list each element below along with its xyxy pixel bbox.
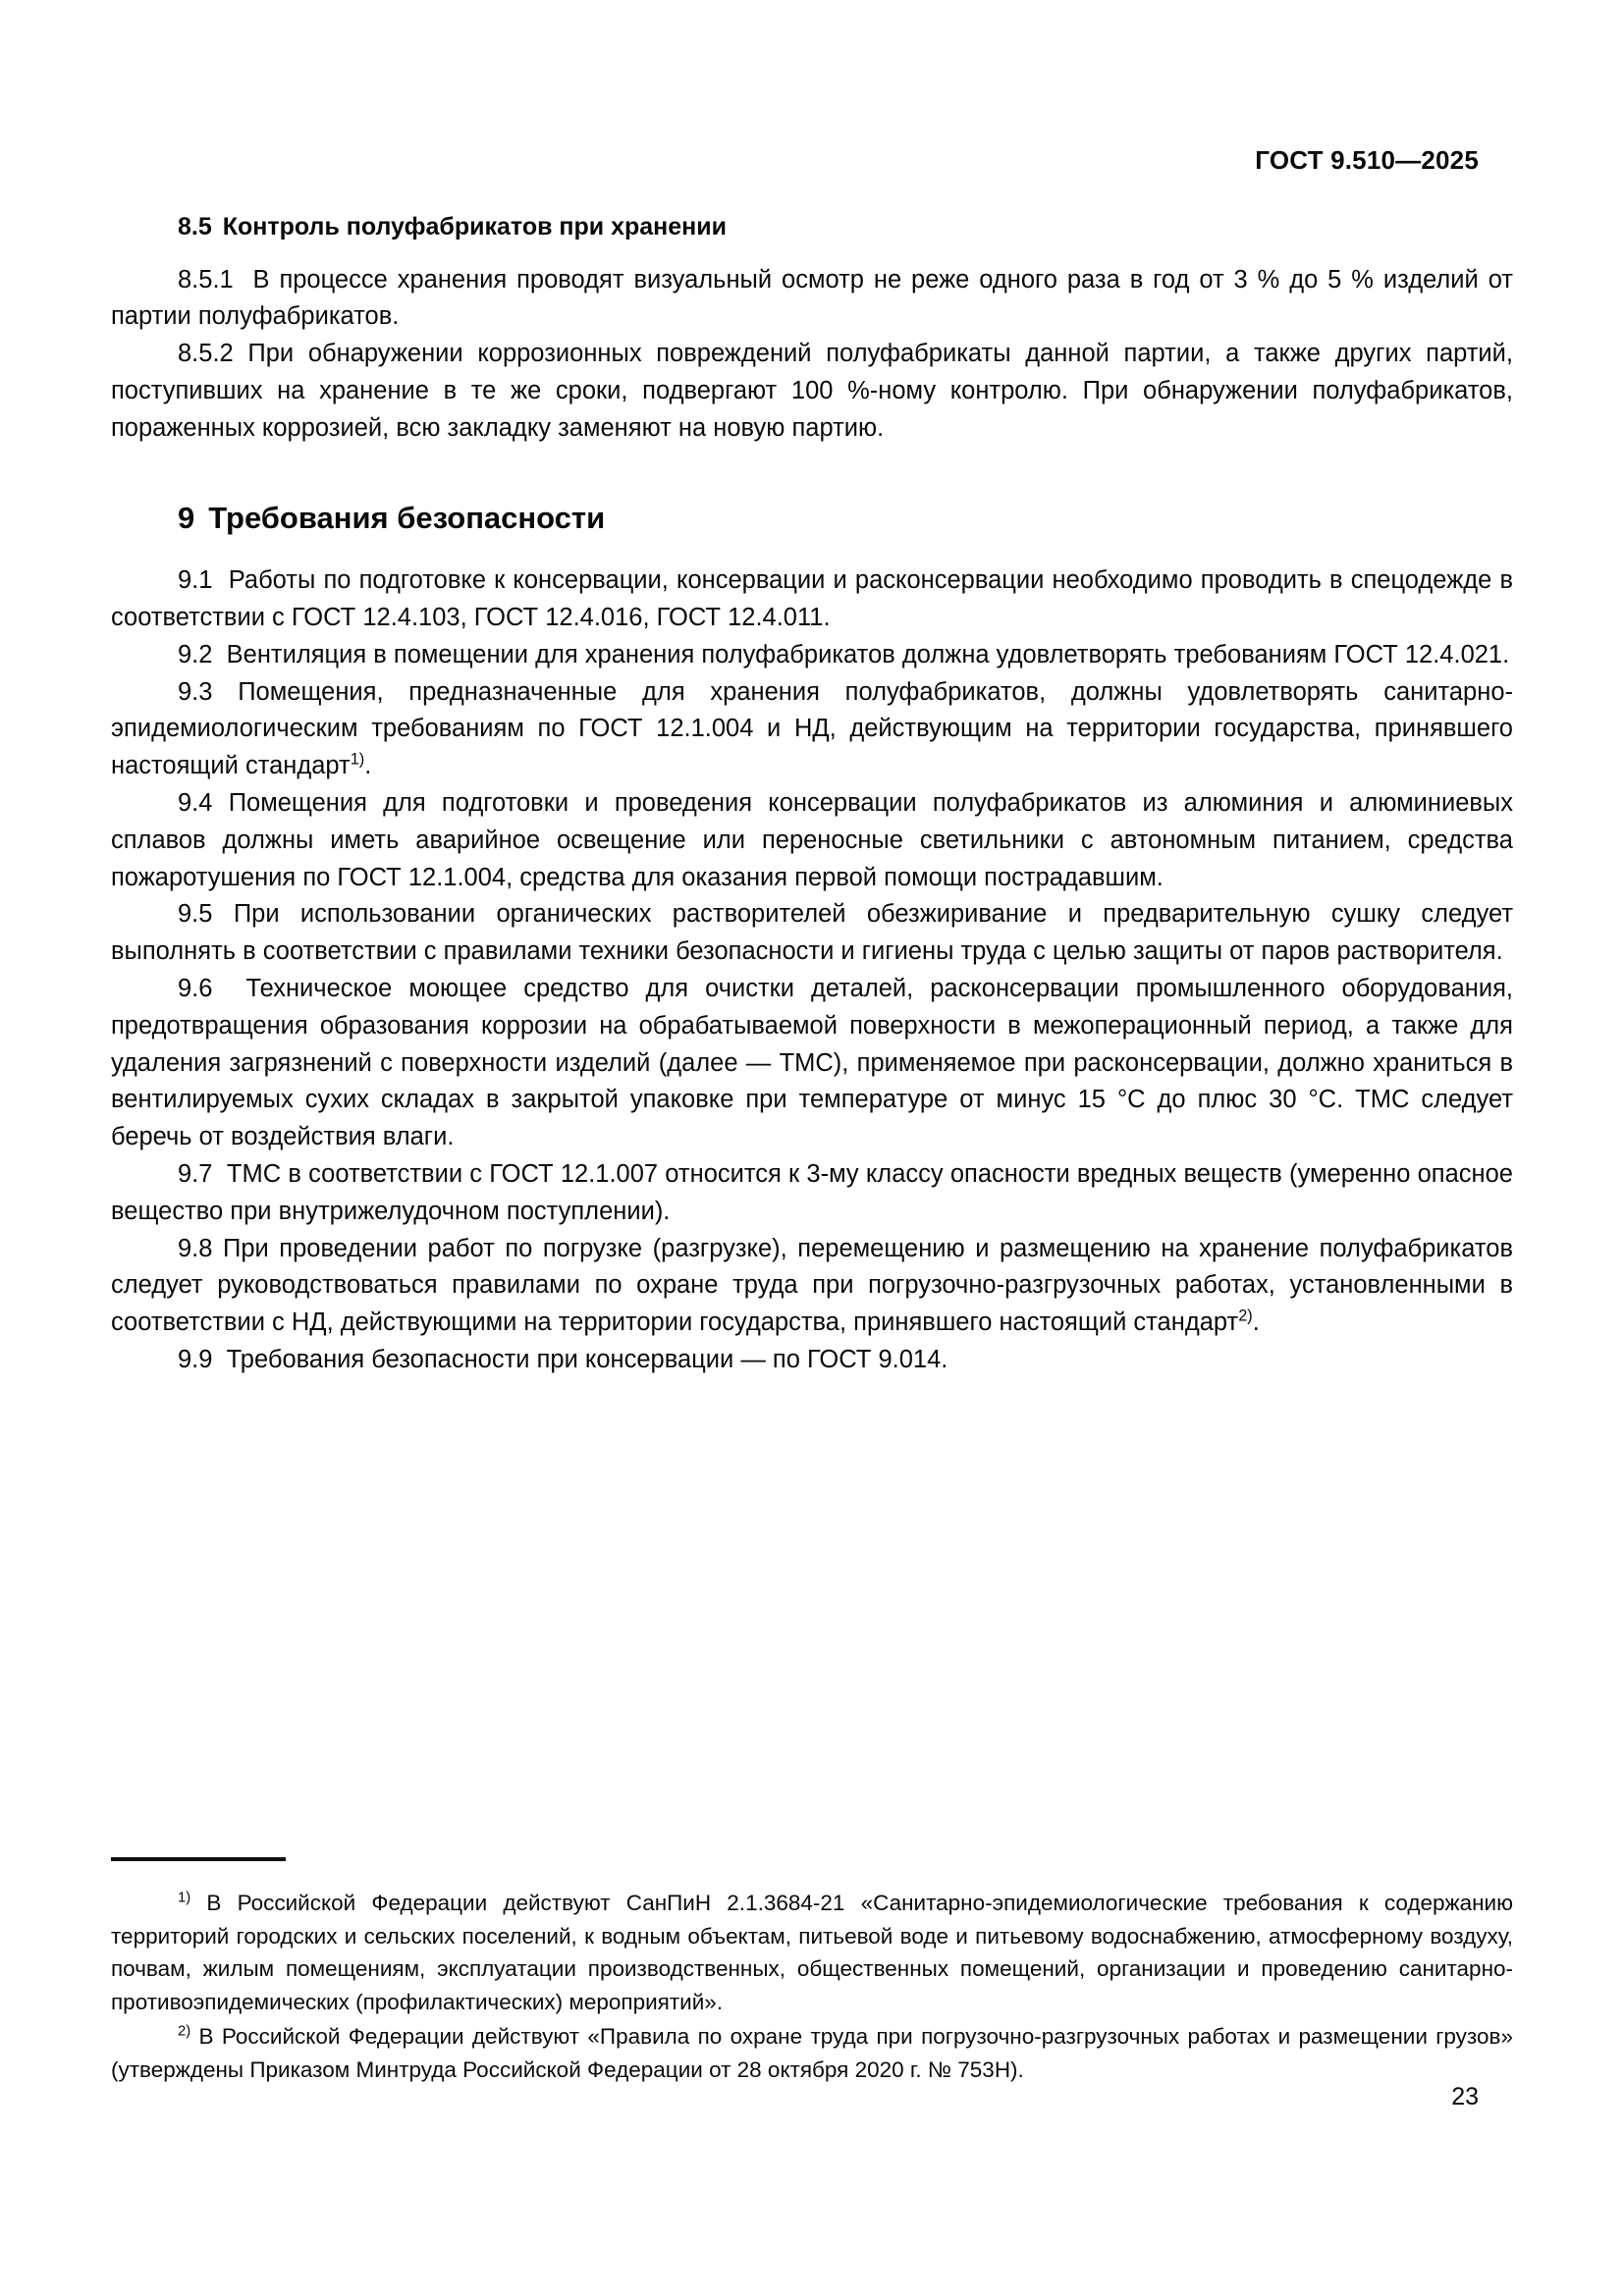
footnote-2	[111, 2020, 1513, 2086]
paragraph-9-2	[111, 637, 1513, 674]
footnote-reference-2[interactable]: 2)	[1238, 1307, 1253, 1325]
paragraph-9-8	[111, 1231, 1513, 1342]
paragraph-text: При проведении работ по погрузке (разгрузке), перемещению и размещению на хранение полуфабрикатов следует руководствоваться правилами по охране труда при погрузочно-разгрузочных работах, установленными в соответствии с НД, действующими на территории государства, принявшего настоящий стандарт	[111, 1234, 1513, 1337]
paragraph-number: 9.6	[178, 975, 213, 1003]
paragraph-number: 8.5.2	[178, 340, 234, 368]
footnote-block	[111, 1857, 1513, 2086]
paragraph-text: ТМС в соответствии с ГОСТ 12.1.007 относится к 3-му классу опасности вредных веществ (умеренно опасное вещество при внутрижелудочном поступлении).	[111, 1160, 1513, 1225]
paragraph-text: При обнаружении коррозионных повреждений полуфабрикаты данной партии, а также других партий, поступивших на хранение в те же сроки, подвергают 100 %-ному контролю. При обнаружении полуфабрикатов, пораженных коррозией, всю закладку заменяют на новую партию.	[111, 340, 1513, 442]
footnote-text: В Российской Федерации действуют «Правила по охране труда при погрузочно-разгрузочных работах и размещении грузов» (утверждены Приказом Минтруда Российской Федерации от 28 октября 2020 г. № 753Н).	[111, 2024, 1513, 2082]
paragraph-text: Вентиляция в помещении для хранения полуфабрикатов должна удовлетворять требованиям ГОСТ 12.4.021.	[226, 640, 1510, 668]
subsection-title: Контроль полуфабрикатов при хранении	[222, 213, 728, 240]
paragraph-9-6	[111, 971, 1513, 1156]
paragraph-number: 9.9	[178, 1346, 213, 1374]
paragraph-number: 9.7	[178, 1160, 213, 1189]
running-header-standard-number: ГОСТ 9.510—2025	[1255, 145, 1479, 175]
paragraph-9-4	[111, 785, 1513, 896]
paragraph-number: 9.5	[178, 900, 213, 929]
paragraph-8-5-2	[111, 336, 1513, 447]
paragraph-9-7	[111, 1156, 1513, 1231]
footnote-text: В Российской Федерации действуют СанПиН 2.1.3684-21 «Санитарно-эпидемиологические требования к содержанию территорий городских и сельских поселений, к водным объектам, питьевой воде и питьевому водоснабжению, атмосферному воздуху, почвам, жилым помещениям, эксплуатации производственных, общественных помещений, организации и проведению санитарно-противоэпидемических (профилактических) мероприятий».	[111, 1891, 1513, 2014]
paragraph-number: 9.1	[178, 566, 213, 595]
section-number: 9	[178, 501, 195, 536]
paragraph-text-tail: .	[364, 752, 372, 780]
footnote-marker: 1)	[178, 1890, 191, 1906]
paragraph-text: При использовании органических растворителей обезжиривание и предварительную сушку следует выполнять в соответствии с правилами техники безопасности и гигиены труда с целью защиты от паров растворителя.	[111, 900, 1513, 966]
footnote-marker: 2)	[178, 2023, 191, 2040]
paragraph-text: Работы по подготовке к консервации, консервации и расконсервации необходимо проводить в спецодежде в соответствии с ГОСТ 12.4.103, ГОСТ 12.4.016, ГОСТ 12.4.011.	[111, 566, 1513, 632]
paragraph-number: 9.2	[178, 640, 213, 668]
paragraph-9-5	[111, 896, 1513, 971]
subsection-number: 8.5	[178, 213, 212, 240]
paragraph-number: 9.4	[178, 789, 213, 818]
section-heading-9	[111, 500, 1513, 537]
section-title: Требования безопасности	[208, 501, 606, 536]
paragraph-text: Помещения, предназначенные для хранения полуфабрикатов, должны удовлетворять санитарно-эпидемиологическим требованиям по ГОСТ 12.1.004 и НД, действующим на территории государства, принявшего настоящий стандарт	[111, 677, 1513, 780]
footnote-reference-1[interactable]: 1)	[350, 750, 365, 769]
page-content	[111, 212, 1513, 1379]
footnote-separator-rule	[111, 1857, 286, 1861]
paragraph-9-1	[111, 562, 1513, 637]
paragraph-9-9	[111, 1342, 1513, 1379]
paragraph-text: Требования безопасности при консервации — по ГОСТ 9.014.	[226, 1346, 948, 1374]
paragraph-text: Помещения для подготовки и проведения консервации полуфабрикатов из алюминия и алюминиевых сплавов должны иметь аварийное освещение или переносные светильники с автономным питанием, средства пожаротушения по ГОСТ 12.1.004, средства для оказания первой помощи пострадавшим.	[111, 789, 1513, 891]
footnote-1	[111, 1887, 1513, 2018]
paragraph-text: В процессе хранения проводят визуальный осмотр не реже одного раза в год от 3 % до 5 % изделий от партии полуфабрикатов.	[111, 265, 1513, 331]
page-number: 23	[1451, 2083, 1479, 2110]
paragraph-text-tail: .	[1252, 1308, 1260, 1337]
subsection-heading-8-5	[111, 212, 1513, 242]
paragraph-number: 9.3	[178, 677, 213, 706]
paragraph-8-5-1	[111, 262, 1513, 337]
paragraph-number: 9.8	[178, 1234, 213, 1262]
paragraph-text: Техническое моющее средство для очистки деталей, расконсервации промышленного оборудования, предотвращения образования коррозии на обрабатываемой поверхности в межоперационный период, а также для удаления загрязнений с поверхности изделий (далее — ТМС), применяемое при расконсервации, должно храниться в вентилируемых сухих складах в закрытой упаковке при температуре от минус 15 °С до плюс 30 °С. ТМС следует беречь от воздействия влаги.	[111, 975, 1514, 1151]
paragraph-number: 8.5.1	[178, 265, 234, 294]
paragraph-9-3	[111, 674, 1513, 785]
